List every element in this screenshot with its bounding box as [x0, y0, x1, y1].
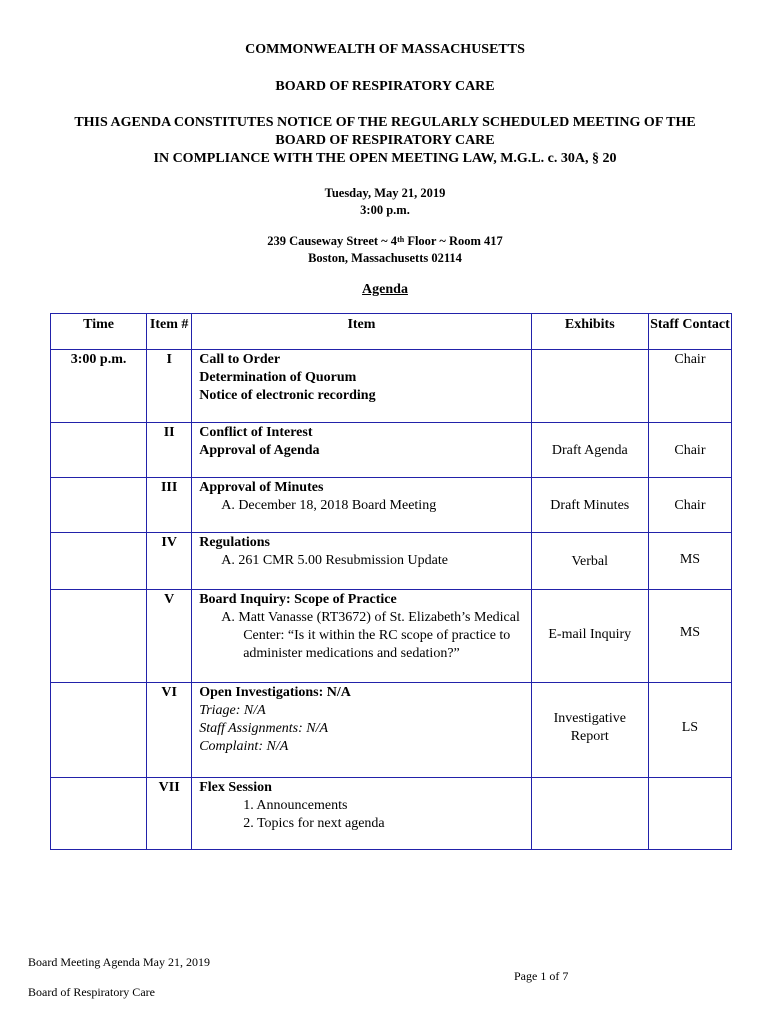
header-exhibits: Exhibits: [531, 314, 648, 350]
table-row: [51, 590, 732, 683]
row-exhibit: [531, 778, 648, 850]
header-item-number: Item #: [147, 314, 192, 350]
row-number: VI: [147, 683, 192, 778]
row-exhibit: [531, 350, 648, 423]
row-time: [51, 778, 147, 850]
exhibit-line: Report: [570, 729, 609, 744]
row-number: VII: [147, 778, 192, 850]
notice-line-2: BOARD OF RESPIRATORY CARE: [275, 133, 495, 148]
row-exhibit: E-mail Inquiry: [531, 590, 648, 683]
row-item: [192, 683, 531, 778]
notice-line-3: IN COMPLIANCE WITH THE OPEN MEETING LAW, M.G.L. c. 30A, § 20: [153, 151, 617, 166]
item-title: Approval of Minutes: [199, 480, 324, 495]
item-line: Call to Order: [199, 352, 281, 367]
row-number: I: [147, 350, 192, 423]
item-title: Board Inquiry: Scope of Practice: [199, 592, 397, 607]
row-number: II: [147, 423, 192, 478]
footer-board-name: Board of Respiratory Care: [28, 985, 155, 999]
row-exhibit: Draft Minutes: [531, 478, 648, 533]
row-time: 3:00 p.m.: [51, 350, 147, 423]
row-staff: Chair: [648, 423, 731, 478]
item-italic-line: Triage: N/A: [199, 703, 266, 718]
row-item: [192, 350, 531, 423]
item-italic-line: Complaint: N/A: [199, 739, 289, 754]
row-exhibit: [531, 683, 648, 778]
table-row: [51, 478, 732, 533]
row-time: [51, 590, 147, 683]
item-subline: A. 261 CMR 5.00 Resubmission Update: [221, 553, 448, 568]
footer-meeting-date: Board Meeting Agenda May 21, 2019: [28, 955, 210, 969]
table-row: [51, 533, 732, 590]
item-italic-line: Staff Assignments: N/A: [199, 721, 329, 736]
item-title: Regulations: [199, 535, 270, 550]
meeting-time: 3:00 p.m.: [360, 203, 410, 217]
item-subline: A. December 18, 2018 Board Meeting: [221, 498, 437, 513]
footer-page-number: Page 1 of 7: [514, 969, 569, 983]
header-item: Item: [192, 314, 531, 350]
row-staff: [648, 778, 731, 850]
row-staff: Chair: [648, 350, 731, 423]
row-item: [192, 778, 531, 850]
header-staff-contact: Staff Contact: [648, 314, 731, 350]
exhibit-line: Investigative: [553, 711, 626, 726]
table-row: [51, 423, 732, 478]
agenda-table: [50, 313, 732, 850]
row-time: [51, 533, 147, 590]
table-row: [51, 778, 732, 850]
address-sup: th: [397, 235, 405, 244]
header-time: Time: [51, 314, 147, 350]
row-exhibit: Draft Agenda: [531, 423, 648, 478]
row-staff: LS: [648, 683, 731, 778]
row-number: III: [147, 478, 192, 533]
item-subline: A. Matt Vanasse (RT3672) of St. Elizabeth’s Medical Center: “Is it within the RC scope of practice to administer medications and sedation?”: [221, 610, 520, 661]
item-line: Conflict of Interest: [199, 425, 313, 440]
row-staff: Chair: [648, 478, 731, 533]
row-staff: MS: [648, 590, 731, 683]
item-line: Notice of electronic recording: [199, 388, 376, 403]
row-number: V: [147, 590, 192, 683]
meeting-date: Tuesday, May 21, 2019: [324, 186, 446, 200]
meeting-city: Boston, Massachusetts 02114: [308, 251, 462, 265]
row-item: [192, 533, 531, 590]
commonwealth-heading: COMMONWEALTH OF MASSACHUSETTS: [245, 42, 525, 57]
agenda-title: Agenda: [362, 282, 408, 297]
row-item: [192, 478, 531, 533]
table-row: [51, 350, 732, 423]
item-title: Open Investigations: N/A: [199, 685, 351, 700]
row-number: IV: [147, 533, 192, 590]
row-item: [192, 590, 531, 683]
address-floor: Floor ~ Room 417: [404, 234, 503, 248]
row-exhibit: Verbal: [531, 533, 648, 590]
board-heading: BOARD OF RESPIRATORY CARE: [275, 79, 495, 94]
row-time: [51, 423, 147, 478]
item-title: Flex Session: [199, 780, 272, 795]
notice-line-1: THIS AGENDA CONSTITUTES NOTICE OF THE REGULARLY SCHEDULED MEETING OF THE: [74, 115, 696, 130]
address-street: 239 Causeway Street ~ 4: [267, 234, 398, 248]
row-item: [192, 423, 531, 478]
row-time: [51, 683, 147, 778]
table-row: [51, 683, 732, 778]
row-staff: MS: [648, 533, 731, 590]
row-time: [51, 478, 147, 533]
meeting-address: [0, 233, 770, 250]
item-subline: 2. Topics for next agenda: [243, 816, 385, 831]
item-line: Determination of Quorum: [199, 370, 357, 385]
item-line: Approval of Agenda: [199, 443, 320, 458]
table-header-row: [51, 314, 732, 350]
item-subline: 1. Announcements: [243, 798, 348, 813]
